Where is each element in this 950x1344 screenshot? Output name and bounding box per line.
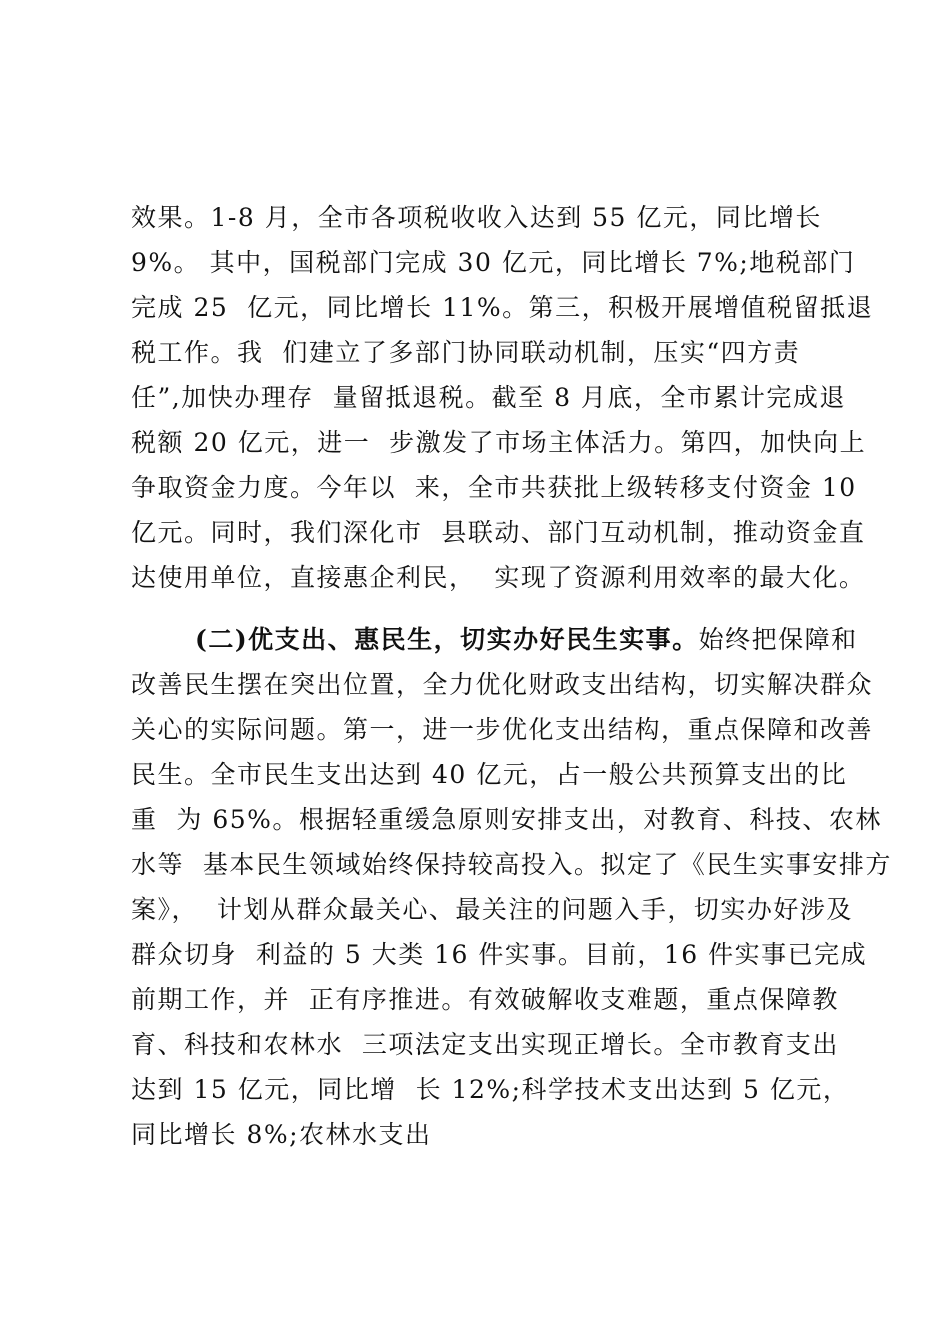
paragraph-1-line-7: 争取资金力度。今年以 来，全市共获批上级转移支付资金 10 <box>131 473 857 502</box>
paragraph-2-line-1 <box>195 622 858 658</box>
paragraph-1-line-4: 税工作。我 们建立了多部门协同联动机制，压实“四方责 <box>131 338 801 367</box>
paragraph-2-line-2: 改善民生摆在突出位置，全力优化财政支出结构，切实解决群众 <box>131 670 874 699</box>
paragraph-2-line-1-text: 始终把保障和 <box>698 625 858 654</box>
paragraph-2-line-7: 案》， 计划从群众最关心、最关注的问题入手，切实办好涉及 <box>131 895 853 924</box>
paragraph-1-line-5: 任”,加快办理存 量留抵退税。截至 8 月底，全市累计完成退 <box>131 383 846 412</box>
paragraph-2-line-5: 重 为 65%。根据轻重缓急原则安排支出，对教育、科技、农林 <box>131 805 882 834</box>
paragraph-1-line-8: 亿元。同时，我们深化市 县联动、部门互动机制，推动资金直 <box>131 518 866 547</box>
paragraph-2-line-8: 群众切身 利益的 5 大类 16 件实事。目前，16 件实事已完成 <box>131 940 868 969</box>
paragraph-2-line-11: 达到 15 亿元，同比增 长 12%;科学技术支出达到 5 亿元， <box>131 1075 850 1104</box>
paragraph-2-line-4: 民生。全市民生支出达到 40 亿元，占一般公共预算支出的比 <box>131 760 848 789</box>
paragraph-2-line-10: 育、科技和农林水 三项法定支出实现正增长。全市教育支出 <box>131 1030 839 1059</box>
paragraph-2-line-12: 同比增长 8%;农林水支出 <box>131 1120 432 1149</box>
paragraph-1-line-6: 税额 20 亿元，进一 步激发了市场主体活力。第四，加快向上 <box>131 428 867 457</box>
paragraph-2-line-9: 前期工作，并 正有序推进。有效破解收支难题，重点保障教 <box>131 985 839 1014</box>
paragraph-1-line-2: 9%。 其中，国税部门完成 30 亿元，同比增长 7%;地税部门 <box>131 248 856 277</box>
paragraph-2-line-6: 水等 基本民生领域始终保持较高投入。拟定了《民生实事安排方 <box>131 850 892 879</box>
paragraph-2-line-3: 关心的实际问题。第一，进一步优化支出结构，重点保障和改善 <box>131 715 874 744</box>
paragraph-1-line-1: 效果。1-8 月，全市各项税收收入达到 55 亿元，同比增长 <box>131 203 822 232</box>
paragraph-1-line-3: 完成 25 亿元，同比增长 11%。第三，积极开展增值税留抵退 <box>131 293 874 322</box>
paragraph-1-line-9: 达使用单位，直接惠企利民， 实现了资源利用效率的最大化。 <box>131 563 866 592</box>
section-heading: (二)优支出、惠民生，切实办好民生实事。 <box>195 625 699 654</box>
